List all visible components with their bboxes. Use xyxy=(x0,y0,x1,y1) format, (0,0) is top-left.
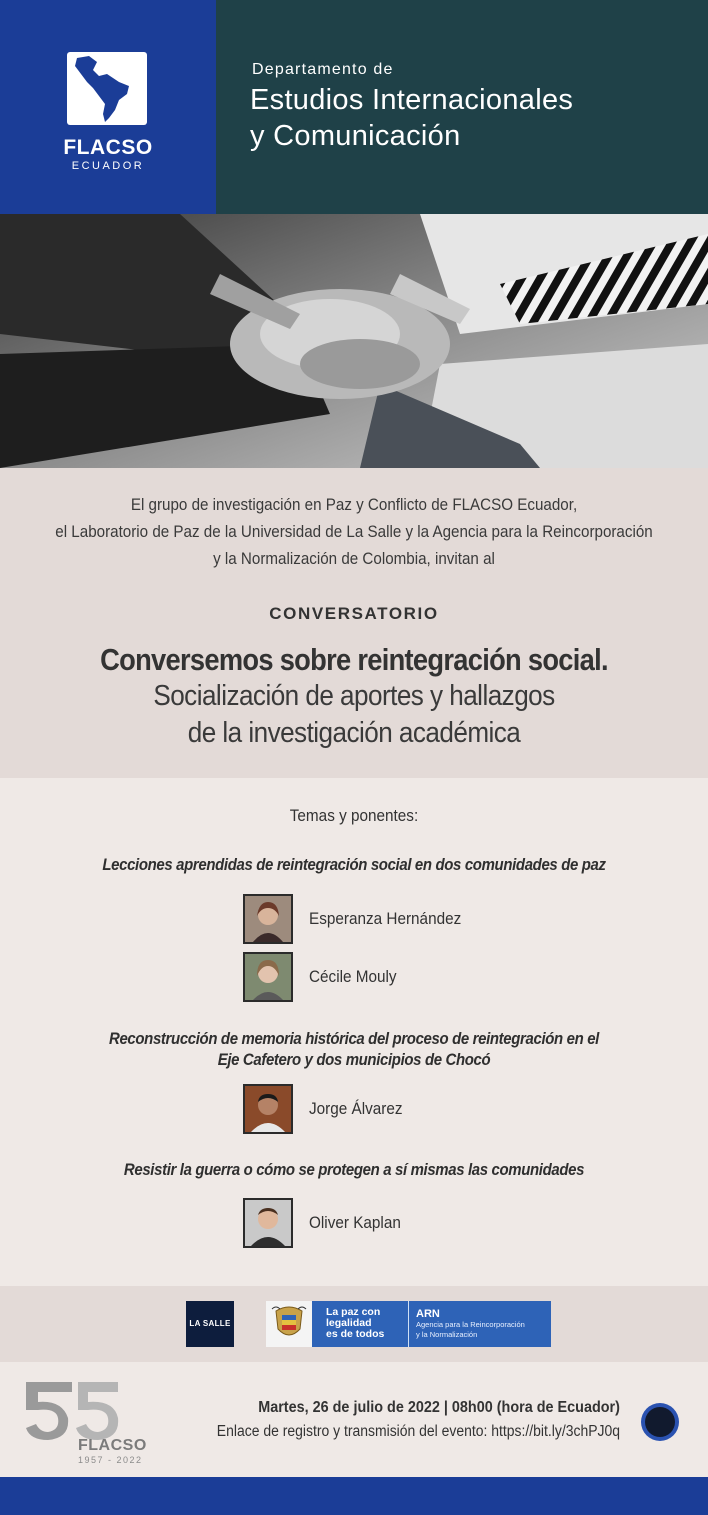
event-subtitle-line2: de la investigación académica xyxy=(187,717,521,749)
registration-link[interactable]: Enlace de registro y transmisión del evento: https://bit.ly/3chPJ0q xyxy=(216,1423,620,1440)
header xyxy=(0,0,708,214)
logo-subtitle: ECUADOR xyxy=(71,160,145,172)
flacso-logo xyxy=(0,0,216,214)
intro-section xyxy=(0,468,708,778)
speaker-name: Esperanza Hernández xyxy=(309,909,462,928)
intro-line1: El grupo de investigación en Paz y Conflicto de FLACSO Ecuador, xyxy=(130,496,578,514)
speaker-name: Oliver Kaplan xyxy=(309,1213,401,1232)
topic-title: Lecciones aprendidas de reintegración social en dos comunidades de paz xyxy=(102,855,606,874)
speaker-photo-icon xyxy=(243,952,293,1002)
event-date: Martes, 26 de julio de 2022 | 08h00 (hora de Ecuador) xyxy=(258,1399,620,1416)
intro-text xyxy=(47,492,662,573)
intro-line2: el Laboratorio de Paz de la Universidad de La Salle y la Agencia para la Reincorporación xyxy=(55,523,653,541)
topic-title-line1: Reconstrucción de memoria histórica del proceso de reintegración en el xyxy=(109,1029,599,1048)
speaker-photo-icon xyxy=(243,894,293,944)
latin-america-map-icon xyxy=(67,52,147,125)
topics-heading: Temas y ponentes: xyxy=(289,806,419,825)
speaker-name: Jorge Álvarez xyxy=(309,1099,403,1118)
topic-title: Resistir la guerra o cómo se protegen a sí mismas las comunidades xyxy=(123,1160,585,1179)
event-title: Conversemos sobre reintegración social. xyxy=(100,642,608,677)
speaker-photo-icon xyxy=(243,1198,293,1248)
arn-subtitle: Agencia para la Reincorporación y la Normalización xyxy=(416,1320,525,1339)
department-name-line1: Estudios Internacionales xyxy=(250,84,574,116)
anniversary-years: 1957 - 2022 xyxy=(78,1455,143,1465)
speaker-photo-icon xyxy=(243,1084,293,1134)
bottom-bar xyxy=(0,1477,708,1515)
intro-line3: y la Normalización de Colombia, invitan al xyxy=(213,550,495,568)
event-type-label: CONVERSATORIO xyxy=(269,604,439,623)
partner-logos xyxy=(0,1286,708,1362)
circle-badge-icon xyxy=(640,1402,680,1442)
department-name-line2: y Comunicación xyxy=(250,120,461,152)
topic-title-line2: Eje Cafetero y dos municipios de Chocó xyxy=(217,1050,491,1069)
anniversary-65-logo-icon xyxy=(22,1378,142,1438)
lasalle-logo-icon: LA SALLE xyxy=(186,1301,234,1347)
event-subtitle-line1: Socialización de aportes y hallazgos xyxy=(153,680,555,712)
anniversary-name: FLACSO xyxy=(78,1437,147,1454)
event-subtitle xyxy=(35,678,672,752)
footer xyxy=(0,1362,708,1477)
topics-section xyxy=(0,778,708,1286)
logo-name: FLACSO xyxy=(63,136,153,159)
department-name xyxy=(250,82,573,154)
colombia-seal-icon xyxy=(266,1301,312,1347)
logo-divider xyxy=(408,1301,409,1347)
gov-arn-logo xyxy=(266,1301,551,1347)
arn-title: ARN xyxy=(416,1308,440,1320)
speaker-name: Cécile Mouly xyxy=(309,967,397,986)
gov-slogan: La paz con legalidad es de todos xyxy=(326,1306,385,1340)
hands-together-photo xyxy=(0,214,708,468)
department-label: Departamento de xyxy=(252,61,394,78)
topic-title xyxy=(42,1028,665,1070)
